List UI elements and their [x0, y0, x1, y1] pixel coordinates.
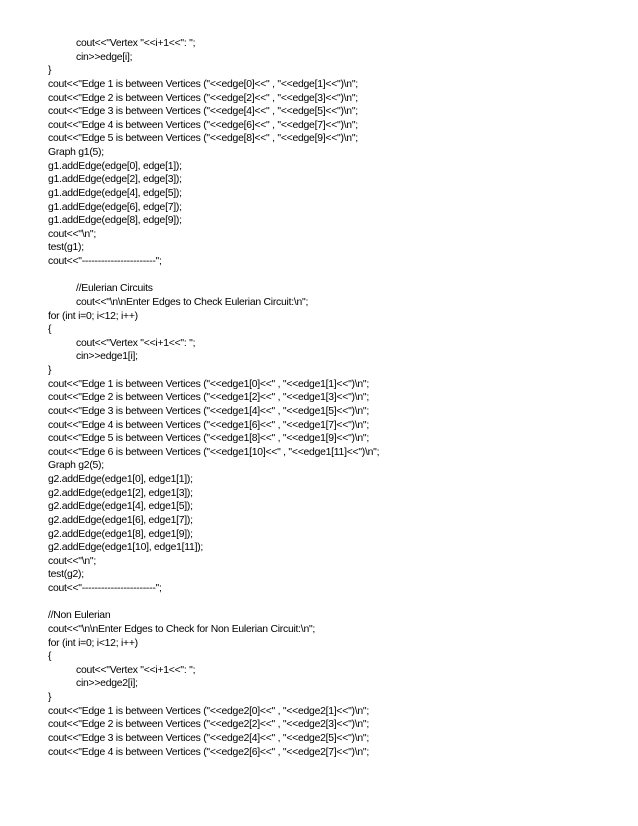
code-line: {	[48, 651, 52, 663]
code-line: //Eulerian Circuits	[76, 283, 153, 295]
code-line: }	[48, 65, 52, 77]
code-line: cout<<"Edge 3 is between Vertices ("<<edge1[4]<<" , "<<edge1[5]<<")\n";	[48, 405, 369, 417]
code-line: cout<<"\n\nEnter Edges to Check for Non Eulerian Circuit:\n";	[48, 623, 316, 635]
code-line: for (int i=0; i<12; i++)	[48, 310, 138, 322]
code-line: cout<<"Edge 3 is between Vertices ("<<edge2[4]<<" , "<<edge2[5]<<")\n";	[48, 732, 369, 744]
code-line: g2.addEdge(edge1[4], edge1[5]);	[48, 501, 193, 513]
code-line: test(g2);	[48, 569, 84, 581]
code-line: Graph g1(5);	[48, 147, 104, 158]
code-line: cout<<"Edge 3 is between Vertices ("<<edge[4]<<" , "<<edge[5]<<")\n";	[48, 106, 358, 118]
code-line: cout<<"Edge 1 is between Vertices ("<<edge2[0]<<" , "<<edge2[1]<<")\n";	[48, 705, 369, 717]
code-line: g2.addEdge(edge1[0], edge1[1]);	[48, 474, 193, 485]
code-line: cout<<"Edge 1 is between Vertices ("<<edge[0]<<" , "<<edge[1]<<")\n";	[48, 78, 358, 90]
code-line: cout<<"Edge 5 is between Vertices ("<<edge[8]<<" , "<<edge[9]<<")\n";	[48, 133, 358, 145]
code-line: g1.addEdge(edge[6], edge[7]);	[48, 201, 182, 213]
code-line: cin>>edge1[i];	[76, 351, 138, 363]
code-line: cout<<"Vertex "<<i+1<<": ";	[76, 337, 196, 349]
code-line: g2.addEdge(edge1[2], edge1[3]);	[48, 487, 193, 499]
code-line: cout<<"\n\nEnter Edges to Check Eulerian Circuit:\n";	[76, 296, 309, 308]
code-line: cout<<"Edge 4 is between Vertices ("<<edge[6]<<" , "<<edge[7]<<")\n";	[48, 119, 358, 131]
code-line: for (int i=0; i<12; i++)	[48, 637, 138, 649]
code-line: {	[48, 324, 52, 336]
code-line: g1.addEdge(edge[0], edge[1]);	[48, 160, 182, 172]
blank-line	[48, 269, 628, 283]
code-line: test(g1);	[48, 242, 84, 254]
blank-line	[48, 596, 628, 610]
code-line: g1.addEdge(edge[2], edge[3]);	[48, 174, 182, 186]
code-line: cout<<"Edge 4 is between Vertices ("<<edge1[6]<<" , "<<edge1[7]<<")\n";	[48, 419, 369, 431]
code-line: cout<<"-----------------------";	[48, 256, 162, 267]
code-line: cout<<"\n";	[48, 228, 96, 240]
code-line: cout<<"\n";	[48, 555, 96, 567]
code-line: cin>>edge[i];	[76, 51, 133, 63]
code-line: cout<<"Edge 6 is between Vertices ("<<edge1[10]<<" , "<<edge1[11]<<")\n";	[48, 446, 380, 458]
code-line: cout<<"Edge 5 is between Vertices ("<<edge1[8]<<" , "<<edge1[9]<<")\n";	[48, 433, 369, 445]
code-line: cout<<"Edge 2 is between Vertices ("<<edge2[2]<<" , "<<edge2[3]<<")\n";	[48, 719, 369, 731]
code-line: cout<<"Vertex "<<i+1<<": ";	[76, 664, 196, 676]
code-line: cout<<"Vertex "<<i+1<<": ";	[76, 38, 196, 49]
code-line: g2.addEdge(edge1[10], edge1[11]);	[48, 542, 204, 554]
code-line: cin>>edge2[i];	[76, 678, 138, 690]
code-line: cout<<"Edge 2 is between Vertices ("<<edge1[2]<<" , "<<edge1[3]<<")\n";	[48, 392, 369, 404]
code-line: g2.addEdge(edge1[8], edge1[9]);	[48, 528, 193, 540]
code-line: }	[48, 692, 52, 703]
code-listing	[48, 37, 628, 759]
code-line: //Non Eulerian	[48, 610, 111, 622]
code-line: cout<<"Edge 2 is between Vertices ("<<edge[2]<<" , "<<edge[3]<<")\n";	[48, 92, 358, 104]
code-line: g1.addEdge(edge[8], edge[9]);	[48, 215, 182, 227]
code-line: g1.addEdge(edge[4], edge[5]);	[48, 187, 182, 199]
code-line: cout<<"Edge 1 is between Vertices ("<<edge1[0]<<" , "<<edge1[1]<<")\n";	[48, 378, 369, 390]
code-line: Graph g2(5);	[48, 460, 104, 472]
code-line: }	[48, 365, 52, 376]
code-line: cout<<"-----------------------";	[48, 583, 162, 594]
code-line: g2.addEdge(edge1[6], edge1[7]);	[48, 514, 193, 526]
code-line: cout<<"Edge 4 is between Vertices ("<<edge2[6]<<" , "<<edge2[7]<<")\n";	[48, 746, 369, 758]
